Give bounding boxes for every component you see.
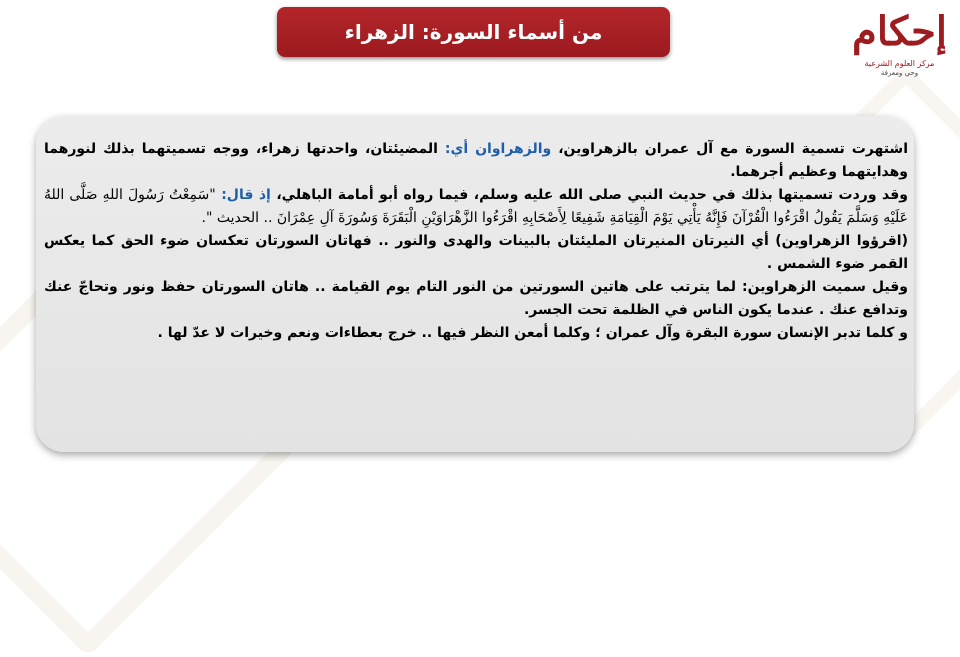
paragraph-4: وقيل سميت الزهراوين: لما يترتب على هاتين السورتين من النور التام يوم القيامة .. هاتان السورتان حفظ ونور وتحاجّ عنك وتدافع عنك . عندما يكون الناس في الظلمة تحت الجسر. — [44, 279, 908, 318]
paragraph-1 — [44, 138, 908, 184]
content-text — [44, 138, 908, 345]
brand-logo — [847, 6, 952, 86]
hadith-quote: "سَمِعْتُ رَسُولَ اللهِ صَلَّى اللهُ عَلَيْهِ وَسَلَّمَ يَقُولُ اقْرَءُوا الْقُرْآنَ فَإِنَّهُ يَأْتِي يَوْمَ الْقِيَامَةِ شَفِيعًا لِأَصْحَابِهِ اقْرَءُوا الزَّهْرَاوَيْنِ الْبَقَرَةَ وَسُورَةَ آلِ عِمْرَانَ .. الحديث ". — [44, 187, 908, 226]
slide-title: من أسماء السورة: الزهراء — [344, 20, 603, 44]
logo-line-2: وحي ومعرفة — [880, 69, 919, 77]
paragraph-1-end: المضيئتان، واحدتها زهراء، ووجه تسميتهما بذلك لنورهما وهدايتهما وعظيم أجرهما. — [44, 141, 908, 180]
paragraph-2-highlight: إذ قال: — [215, 187, 271, 203]
paragraph-5: و كلما تدبر الإنسان سورة البقرة وآل عمران ؛ وكلما أمعن النظر فيها .. خرج بعطاءات ونعم وخيرات لا عدّ لها . — [157, 325, 908, 341]
logo-mark: إحكام — [852, 8, 947, 55]
paragraph-2 — [44, 184, 908, 230]
paragraph-2-start: وقد وردت تسميتها بذلك في حديث النبي صلى الله عليه وسلم، فيما رواه أبو أمامة الباهلي، — [270, 187, 908, 203]
paragraph-1-start: اشتهرت تسمية السورة مع آل عمران بالزهراوين، — [551, 141, 908, 157]
slide-title-banner — [277, 7, 670, 57]
logo-line-1: مركز العلوم الشرعية — [864, 59, 935, 68]
paragraph-3: (اقرؤوا الزهراوين) أي النيرتان المنيرتان المليئتان بالبينات والهدى والنور .. فهاتان السورتان تعكسان ضوء الحق كما يعكس القمر ضوء الشمس . — [44, 233, 908, 272]
paragraph-1-highlight: والزهراوان أي: — [437, 141, 552, 157]
